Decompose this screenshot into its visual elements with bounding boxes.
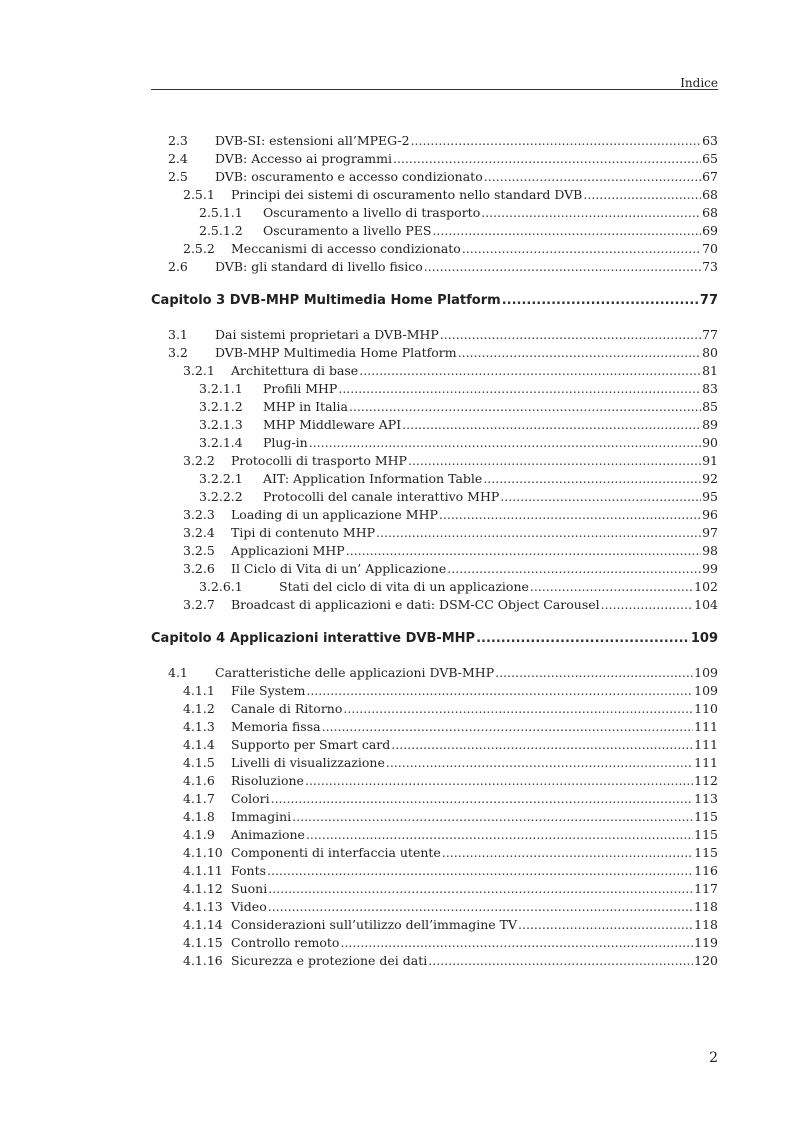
toc-leader-dots [305, 772, 693, 790]
toc-entry-number: 3.2.1 [183, 363, 215, 378]
toc-leader-dots [292, 808, 693, 826]
toc-leader-dots [306, 682, 693, 700]
toc-leader-dots [411, 132, 702, 150]
toc-entry-number: 4.1.4 [183, 737, 215, 752]
toc-leader-dots [386, 754, 693, 772]
toc-entry-page: 109 [690, 631, 718, 646]
toc-entry [151, 560, 718, 578]
toc-entry-number: 4.1.5 [183, 755, 215, 770]
toc-entry-number: 4.1.8 [183, 809, 215, 824]
toc-leader-dots [447, 560, 701, 578]
toc-entry [151, 862, 718, 880]
toc-entry [151, 488, 718, 506]
toc-entry-page: 116 [694, 863, 718, 878]
toc-entry-number: 3.2.6.1 [199, 579, 243, 594]
toc-entry-page: 77 [699, 293, 718, 308]
toc-entry-title: Video [231, 899, 267, 914]
toc-leader-dots [408, 452, 701, 470]
toc-entry [151, 258, 718, 276]
toc-entry-page: 104 [694, 597, 718, 612]
toc-entry-number: 4.1.1 [183, 683, 215, 698]
toc-entry-page: 83 [702, 381, 718, 396]
toc-leader-dots [518, 916, 693, 934]
toc-entry-number: 4.1.13 [183, 899, 223, 914]
toc-entry-number: 3.2.7 [183, 597, 215, 612]
toc-leader-dots [500, 488, 701, 506]
toc-entry [151, 916, 718, 934]
toc-entry [151, 952, 718, 970]
toc-leader-dots [338, 380, 701, 398]
toc-leader-dots [458, 344, 701, 362]
toc-entry [151, 506, 718, 524]
toc-entry [151, 682, 718, 700]
toc-entry [151, 380, 718, 398]
toc-entry [151, 524, 718, 542]
toc-entry-page: 115 [694, 827, 718, 842]
toc-chapter-entry [151, 630, 718, 648]
toc-entry-title: Capitolo 3 DVB-MHP Multimedia Home Platform [151, 293, 501, 308]
toc-entry [151, 808, 718, 826]
toc-leader-dots [442, 844, 693, 862]
toc-entry-title: Sicurezza e protezione dei dati [231, 953, 428, 968]
toc-entry [151, 898, 718, 916]
toc-entry-title: Controllo remoto [231, 935, 340, 950]
toc-entry-page: 102 [694, 579, 718, 594]
toc-entry-number: 2.5.1.2 [199, 223, 243, 238]
toc-leader-dots [424, 258, 701, 276]
toc-leader-dots [483, 470, 701, 488]
toc-entry-number: 3.2.6 [183, 561, 215, 576]
toc-entry-page: 70 [702, 241, 718, 256]
toc-entry-title: DVB-SI: estensioni all’MPEG-2 [215, 133, 410, 148]
toc-leader-dots [462, 240, 701, 258]
toc-entry-title: Animazione [231, 827, 305, 842]
toc-entry [151, 880, 718, 898]
toc-entry-page: 91 [702, 453, 718, 468]
toc-entry-number: 3.2.4 [183, 525, 215, 540]
toc-entry-title: Oscuramento a livello di trasporto [263, 205, 481, 220]
toc-entry-title: Immagini [231, 809, 292, 824]
toc-entry-title: Meccanismi di accesso condizionato [231, 241, 461, 256]
toc-entry-page: 111 [694, 755, 718, 770]
toc-entry-page: 119 [694, 935, 718, 950]
toc-entry-title: DVB-MHP Multimedia Home Platform [215, 345, 457, 360]
toc-entry-page: 92 [702, 471, 718, 486]
toc-leader-dots [391, 736, 693, 754]
toc-entry [151, 132, 718, 150]
toc-leader-dots [530, 578, 693, 596]
toc-entry [151, 222, 718, 240]
toc-entry-title: MHP in Italia [263, 399, 348, 414]
toc-entry-title: Architettura di base [231, 363, 359, 378]
toc-entry-number: 4.1.11 [183, 863, 223, 878]
toc-entry-number: 4.1.10 [183, 845, 223, 860]
toc-leader-dots [306, 826, 693, 844]
toc-entry [151, 542, 718, 560]
toc-entry [151, 326, 718, 344]
toc-leader-dots [476, 630, 690, 648]
toc-entry-number: 2.5 [168, 169, 188, 184]
toc-entry-page: 120 [694, 953, 718, 968]
toc-leader-dots [268, 880, 693, 898]
toc-leader-dots [439, 506, 701, 524]
toc-entry-number: 4.1.14 [183, 917, 223, 932]
toc-entry-number: 3.2 [168, 345, 188, 360]
toc-entry-page: 99 [702, 561, 718, 576]
toc-leader-dots [267, 862, 693, 880]
toc-entry-title: DVB: Accesso ai programmi [215, 151, 393, 166]
toc-leader-dots [440, 326, 701, 344]
toc-entry-page: 68 [702, 187, 718, 202]
toc-entry [151, 416, 718, 434]
toc-entry-number: 4.1.15 [183, 935, 223, 950]
toc-entry-number: 4.1.16 [183, 953, 223, 968]
toc-entry [151, 240, 718, 258]
toc-entry-page: 118 [694, 917, 718, 932]
toc-entry-number: 4.1.7 [183, 791, 215, 806]
toc-entry-number: 3.2.2.1 [199, 471, 243, 486]
running-header: Indice [680, 76, 718, 90]
toc-entry-title: Protocolli di trasporto MHP [231, 453, 407, 468]
toc-entry-number: 3.2.2 [183, 453, 215, 468]
toc-entry-title: Livelli di visualizzazione [231, 755, 385, 770]
toc-entry-page: 89 [702, 417, 718, 432]
toc-entry-title: DVB: gli standard di livello fisico [215, 259, 423, 274]
toc-entry [151, 150, 718, 168]
toc-leader-dots [359, 362, 701, 380]
toc-leader-dots [601, 596, 693, 614]
toc-entry-page: 63 [702, 133, 718, 148]
toc-leader-dots [309, 434, 701, 452]
toc-entry-page: 68 [702, 205, 718, 220]
toc-entry-number: 2.6 [168, 259, 188, 274]
toc-entry-number: 3.2.1.4 [199, 435, 243, 450]
toc-leader-dots [346, 542, 701, 560]
toc-leader-dots [481, 204, 701, 222]
toc-entry-number: 3.2.3 [183, 507, 215, 522]
toc-leader-dots [271, 790, 694, 808]
toc-entry-title: Risoluzione [231, 773, 304, 788]
toc-entry-title: Colori [231, 791, 270, 806]
toc-entry [151, 826, 718, 844]
toc-leader-dots [402, 416, 701, 434]
toc-entry-number: 3.2.1.1 [199, 381, 243, 396]
toc-entry-page: 73 [702, 259, 718, 274]
toc-leader-dots [268, 898, 693, 916]
toc-leader-dots [484, 168, 701, 186]
toc-entry [151, 664, 718, 682]
toc-entry-page: 115 [694, 845, 718, 860]
toc-entry [151, 754, 718, 772]
toc-entry-title: Dai sistemi proprietari a DVB-MHP [215, 327, 439, 342]
toc-entry-number: 4.1.6 [183, 773, 215, 788]
toc-entry-page: 90 [702, 435, 718, 450]
toc-leader-dots [393, 150, 701, 168]
toc-entry-number: 4.1 [168, 665, 188, 680]
toc-leader-dots [322, 718, 694, 736]
toc-entry-title: File System [231, 683, 306, 698]
toc-entry-title: MHP Middleware API [263, 417, 402, 432]
toc-entry [151, 452, 718, 470]
toc-entry-page: 81 [702, 363, 718, 378]
toc-leader-dots [376, 524, 701, 542]
toc-entry-number: 4.1.3 [183, 719, 215, 734]
toc-chapter-entry [151, 292, 718, 310]
toc-entry [151, 736, 718, 754]
toc-entry-title: Principi dei sistemi di oscuramento nello standard DVB [231, 187, 583, 202]
toc-entry-page: 117 [694, 881, 718, 896]
toc-entry [151, 470, 718, 488]
toc-leader-dots [583, 186, 701, 204]
toc-entry-page: 110 [694, 701, 718, 716]
toc-leader-dots [349, 398, 701, 416]
toc-entry [151, 578, 718, 596]
toc-entry-page: 97 [702, 525, 718, 540]
toc-entry [151, 718, 718, 736]
toc-entry [151, 434, 718, 452]
toc-entry-title: AIT: Application Information Table [263, 471, 483, 486]
toc-entry-page: 80 [702, 345, 718, 360]
toc-entry-title: Applicazioni MHP [231, 543, 345, 558]
toc-entry-number: 2.5.1.1 [199, 205, 243, 220]
toc-entry-number: 2.5.1 [183, 187, 215, 202]
toc-entry-title: Plug-in [263, 435, 308, 450]
toc-entry-page: 65 [702, 151, 718, 166]
toc-leader-dots [495, 664, 693, 682]
toc-entry-title: Il Ciclo di Vita di un’ Applicazione [231, 561, 447, 576]
toc-entry-number: 3.2.5 [183, 543, 215, 558]
toc-entry-title: Protocolli del canale interattivo MHP [263, 489, 500, 504]
toc-entry [151, 772, 718, 790]
toc-entry-title: Loading di un applicazione MHP [231, 507, 438, 522]
toc-entry [151, 186, 718, 204]
toc-entry-title: Canale di Ritorno [231, 701, 343, 716]
toc-entry-number: 2.4 [168, 151, 188, 166]
toc-entry-title: Capitolo 4 Applicazioni interattive DVB-MHP [151, 631, 476, 646]
toc-entry [151, 934, 718, 952]
toc-entry [151, 168, 718, 186]
toc-entry-page: 109 [694, 683, 718, 698]
toc-entry-page: 118 [694, 899, 718, 914]
toc-entry-page: 115 [694, 809, 718, 824]
toc-entry-title: Oscuramento a livello PES [263, 223, 432, 238]
toc-entry [151, 204, 718, 222]
toc-entry-page: 67 [702, 169, 718, 184]
toc-entry-title: Tipi di contenuto MHP [231, 525, 376, 540]
toc-entry-page: 85 [702, 399, 718, 414]
toc-leader-dots [340, 934, 693, 952]
toc-entry-number: 3.2.1.3 [199, 417, 243, 432]
toc-entry-title: Stati del ciclo di vita di un applicazione [279, 579, 529, 594]
toc-entry-title: Profili MHP [263, 381, 338, 396]
toc-entry-page: 96 [702, 507, 718, 522]
toc-entry-title: Componenti di interfaccia utente [231, 845, 441, 860]
toc-entry [151, 700, 718, 718]
toc-entry-title: Fonts [231, 863, 267, 878]
toc-entry-title: Caratteristiche delle applicazioni DVB-MHP [215, 665, 495, 680]
toc-entry-page: 77 [702, 327, 718, 342]
toc-entry-title: Supporto per Smart card [231, 737, 391, 752]
toc-entry-title: Memoria fissa [231, 719, 321, 734]
toc-entry-number: 2.5.2 [183, 241, 215, 256]
toc-entry-title: Broadcast di applicazioni e dati: DSM-CC Object Carousel [231, 597, 600, 612]
toc-entry-page: 113 [694, 791, 718, 806]
toc-entry-number: 3.1 [168, 327, 188, 342]
toc-entry-number: 2.3 [168, 133, 188, 148]
toc-entry-number: 4.1.9 [183, 827, 215, 842]
toc-entry [151, 362, 718, 380]
toc-leader-dots [343, 700, 693, 718]
toc-entry-number: 4.1.12 [183, 881, 223, 896]
toc-entry [151, 844, 718, 862]
toc-entry-title: Suoni [231, 881, 268, 896]
toc-entry-title: Considerazioni sull’utilizzo dell’immagine TV [231, 917, 517, 932]
toc-entry-title: DVB: oscuramento e accesso condizionato [215, 169, 483, 184]
toc-entry [151, 398, 718, 416]
toc-entry-number: 3.2.2.2 [199, 489, 243, 504]
toc-entry [151, 790, 718, 808]
toc-entry-number: 3.2.1.2 [199, 399, 243, 414]
toc-entry-page: 112 [694, 773, 718, 788]
toc-entry-page: 111 [694, 719, 718, 734]
toc-entry [151, 596, 718, 614]
toc-entry-page: 98 [702, 543, 718, 558]
toc-leader-dots [502, 292, 699, 310]
toc-entry-page: 95 [702, 489, 718, 504]
page-number: 2 [709, 1050, 718, 1066]
toc-leader-dots [432, 222, 701, 240]
toc-leader-dots [428, 952, 693, 970]
toc-entry [151, 344, 718, 362]
toc-entry-page: 69 [702, 223, 718, 238]
header-rule [151, 89, 718, 90]
toc-entry-page: 111 [694, 737, 718, 752]
toc-entry-page: 109 [694, 665, 718, 680]
toc-entry-number: 4.1.2 [183, 701, 215, 716]
